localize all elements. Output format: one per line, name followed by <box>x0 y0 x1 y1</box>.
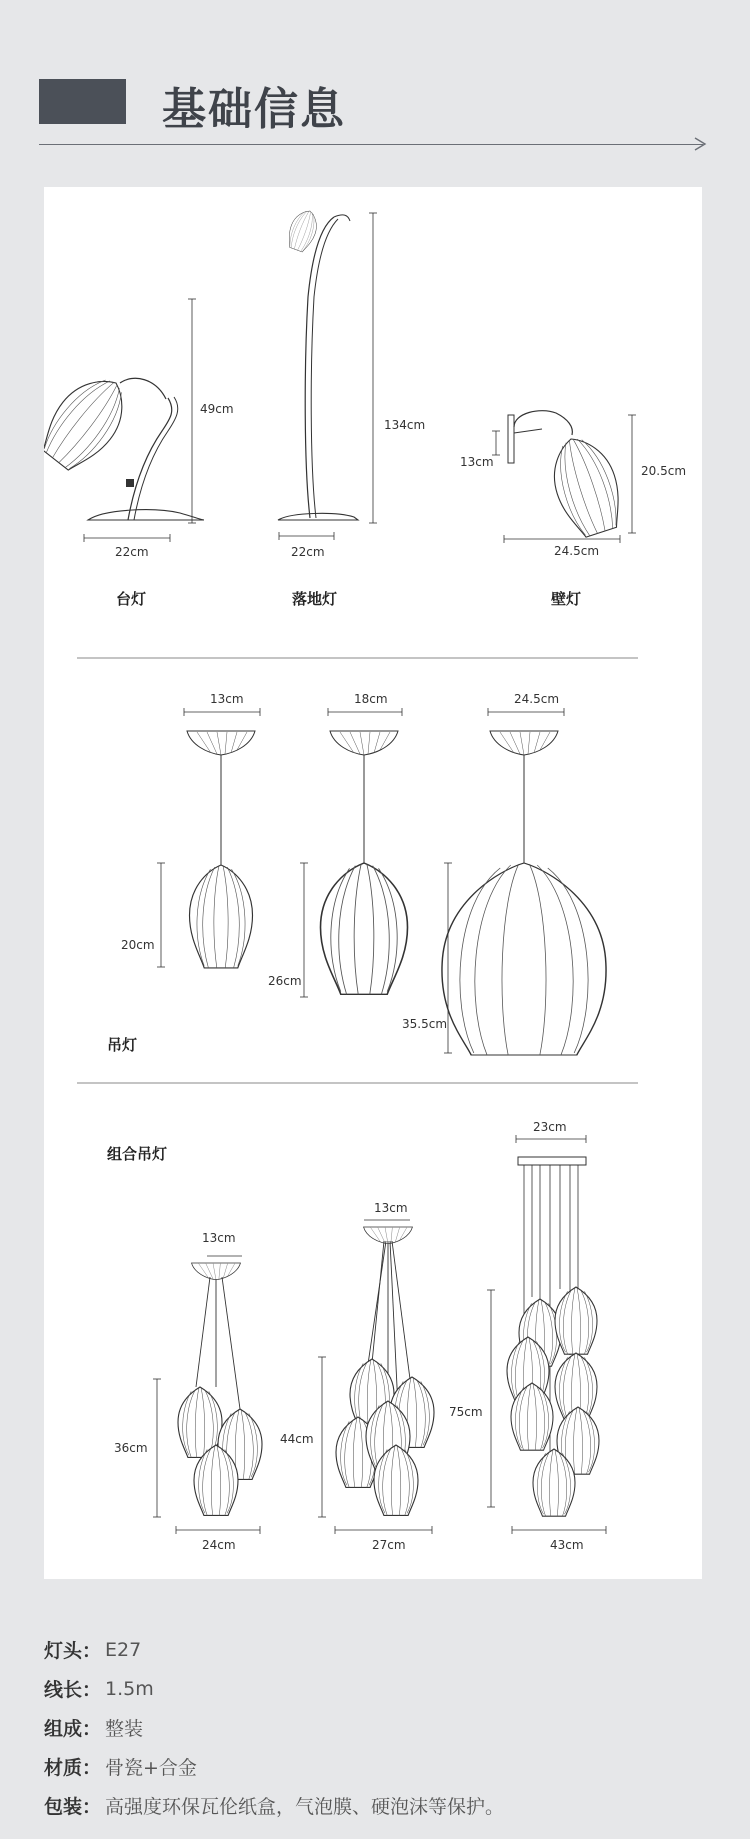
wall-lamp-name: 壁灯 <box>551 590 582 608</box>
floor-lamp-drawing <box>278 207 377 540</box>
dimension-panel <box>44 187 702 1579</box>
cluster-three-height-label: 36cm <box>114 1441 148 1455</box>
spec-key: 组成： <box>44 1718 102 1740</box>
header-divider <box>39 144 703 145</box>
pendant-large-canopy-label: 24.5cm <box>514 692 560 706</box>
spec-value: E27 <box>105 1638 142 1661</box>
table-lamp-width-label: 22cm <box>115 545 149 559</box>
spec-row-material <box>44 1747 504 1786</box>
table-lamp-drawing <box>44 299 204 542</box>
table-lamp-height-label: 49cm <box>200 402 234 416</box>
spec-row-packaging <box>44 1786 504 1825</box>
floor-lamp-height-label: 134cm <box>384 418 426 432</box>
wall-lamp-width-label: 24.5cm <box>554 544 600 558</box>
wall-lamp-height-label: 20.5cm <box>641 464 687 478</box>
spec-row-cord-length <box>44 1669 504 1708</box>
pendant-small-drawing <box>157 708 260 968</box>
cluster-five-drawing <box>318 1220 434 1534</box>
spec-value: 整装 <box>105 1718 144 1740</box>
cluster-seven-canopy-label: 23cm <box>533 1120 567 1134</box>
spec-value: 骨瓷+合金 <box>105 1757 197 1779</box>
spec-row-composition <box>44 1708 504 1747</box>
dimension-drawings <box>44 187 702 1579</box>
cluster-seven-height-label: 75cm <box>449 1405 483 1419</box>
floor-lamp-name: 落地灯 <box>292 590 338 608</box>
spec-list <box>44 1630 504 1825</box>
pendant-large-drawing <box>442 708 606 1055</box>
pendant-large-height-label: 35.5cm <box>402 1017 448 1031</box>
wall-lamp-drawing <box>492 411 636 543</box>
spec-value: 高强度环保瓦伦纸盒，气泡膜、硬泡沫等保护。 <box>105 1796 505 1818</box>
spec-key: 线长： <box>44 1679 102 1701</box>
spec-key: 包装： <box>44 1796 102 1818</box>
spec-key: 灯头： <box>44 1640 102 1662</box>
pendant-section-label: 吊灯 <box>107 1036 138 1054</box>
arrow-right-icon <box>693 137 707 151</box>
wall-lamp-depth-label: 13cm <box>460 455 494 469</box>
header-accent-block <box>39 79 126 124</box>
spec-value: 1.5m <box>105 1677 154 1700</box>
pendant-small-canopy-label: 13cm <box>210 692 244 706</box>
cluster-three-canopy-label: 13cm <box>202 1231 236 1245</box>
cluster-five-height-label: 44cm <box>280 1432 314 1446</box>
cluster-five-canopy-label: 13cm <box>374 1201 408 1215</box>
cluster-section-label: 组合吊灯 <box>107 1145 168 1163</box>
spec-row-lamp-base <box>44 1630 504 1669</box>
spec-key: 材质： <box>44 1757 102 1779</box>
pendant-medium-height-label: 26cm <box>268 974 302 988</box>
page-title: 基础信息 <box>162 84 346 135</box>
cluster-five-width-label: 27cm <box>372 1538 406 1552</box>
cluster-three-drawing <box>153 1256 262 1534</box>
cluster-seven-width-label: 43cm <box>550 1538 584 1552</box>
cluster-three-width-label: 24cm <box>202 1538 236 1552</box>
cluster-seven-drawing <box>487 1135 606 1534</box>
pendant-medium-canopy-label: 18cm <box>354 692 388 706</box>
table-lamp-name: 台灯 <box>116 590 147 608</box>
floor-lamp-width-label: 22cm <box>291 545 325 559</box>
pendant-medium-drawing <box>300 708 408 997</box>
pendant-small-height-label: 20cm <box>121 938 155 952</box>
